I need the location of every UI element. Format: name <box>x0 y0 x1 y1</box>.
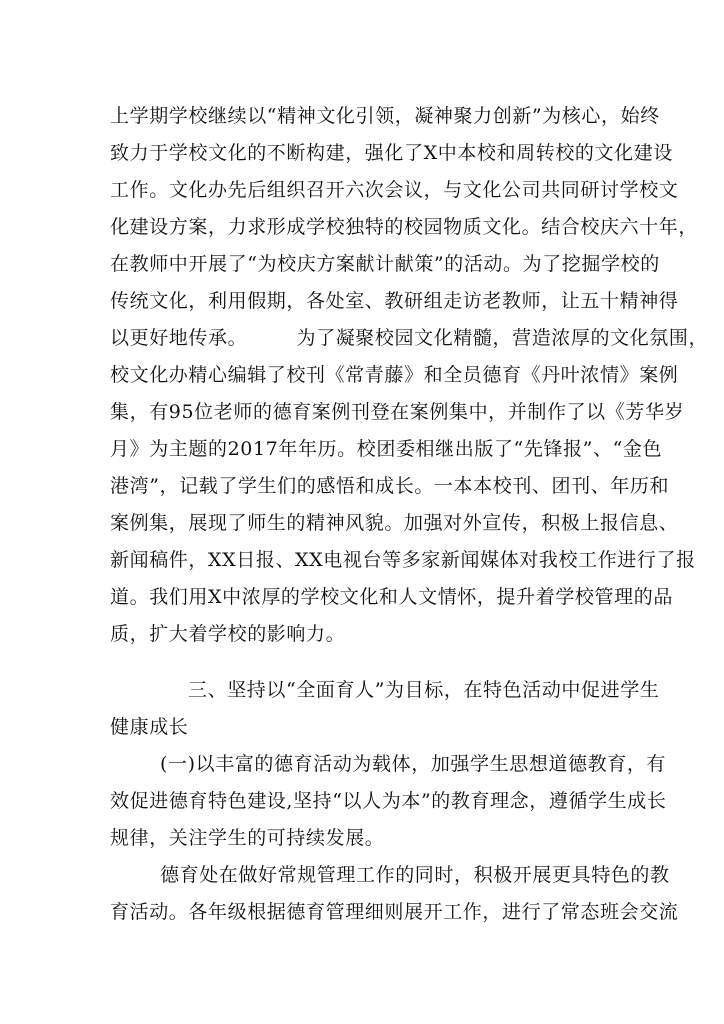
text-line: 质，扩大着学校的影响力。 <box>110 623 346 645</box>
text-line: 上学期学校继续以“精神文化引领，凝神聚力创新”为核心，始终 <box>110 105 660 127</box>
subsection-heading: (一)以丰富的德育活动为载体，加强学生思想道德教育，有 <box>160 753 667 775</box>
text-line: 集，有95位老师的德育案例刊登在案例集中，并制作了以《芳华岁 <box>110 401 685 423</box>
text-line: 工作。文化办先后组织召开六次会议，与文化公司共同研讨学校文 <box>110 179 679 201</box>
section-heading-continued: 健康成长 <box>110 716 189 738</box>
text-line: 效促进德育特色建设,坚持“以人为本”的教育理念，遵循学生成长 <box>110 790 667 812</box>
text-line: 化建设方案，力求形成学校独特的校园物质文化。结合校庆六十年， <box>110 216 699 238</box>
text-line: 以更好地传承。 为了凝聚校园文化精髓，营造浓厚的文化氛围， <box>110 327 709 349</box>
text-line: 月》为主题的2017年年历。校团委相继出版了“先锋报”、“金色 <box>110 438 663 460</box>
text-line: 道。我们用X中浓厚的学校文化和人文情怀，提升着学校管理的品 <box>110 586 673 608</box>
text-line: 港湾”，记载了学生们的感悟和成长。一本本校刊、团刊、年历和 <box>110 475 670 497</box>
text-line: 案例集，展现了师生的精神风貌。加强对外宣传，积极上报信息、 <box>110 512 679 534</box>
paragraph-start: 德育处在做好常规管理工作的同时，积极开展更具特色的教 <box>160 864 670 886</box>
text-line: 在教师中开展了“为校庆方案献计献策”的活动。为了挖掘学校的 <box>110 253 660 275</box>
section-heading: 三、坚持以“全面育人”为目标，在特色活动中促进学生 <box>188 679 660 701</box>
text-line: 传统文化，利用假期，各处室、教研组走访老教师，让五十精神得 <box>110 290 679 312</box>
text-line: 育活动。各年级根据德育管理细则展开工作，进行了常态班会交流 <box>110 901 679 923</box>
text-line: 规律，关注学生的可持续发展。 <box>110 827 385 849</box>
text-line: 校文化办精心编辑了校刊《常青藤》和全员德育《丹叶浓情》案例 <box>110 364 679 386</box>
text-line: 新闻稿件，XX日报、XX电视台等多家新闻媒体对我校工作进行了报 <box>110 549 696 571</box>
text-line: 致力于学校文化的不断构建，强化了X中本校和周转校的文化建设 <box>110 142 673 164</box>
